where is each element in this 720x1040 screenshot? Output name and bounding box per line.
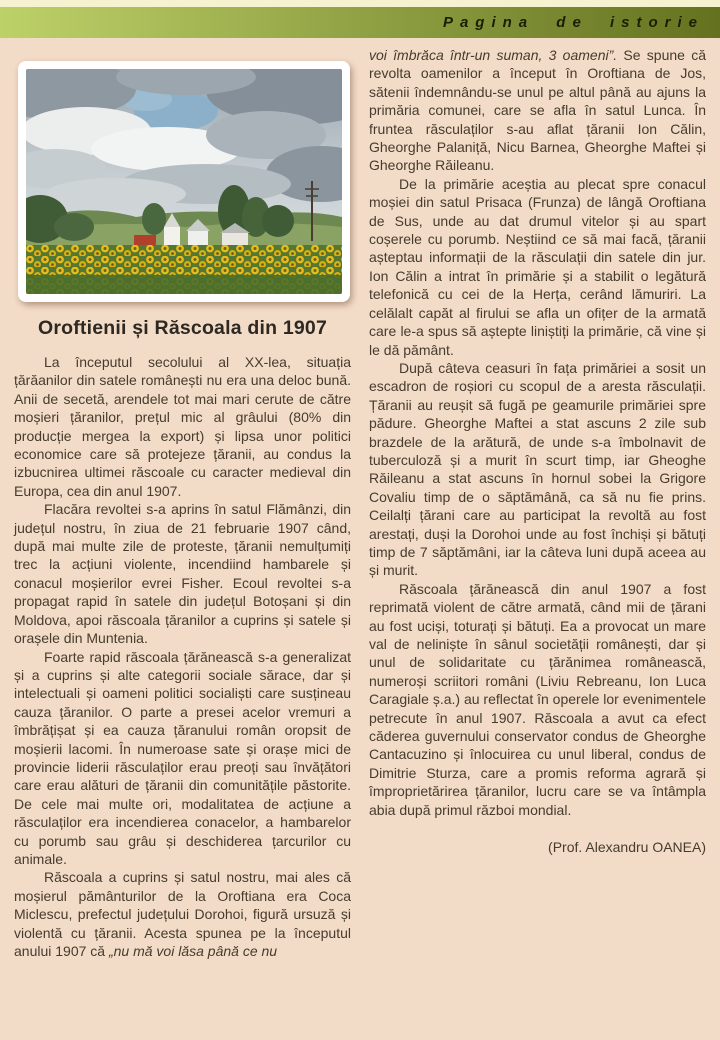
left-paragraph-3: Foarte rapid răscoala țărănească s-a generalizat și a cuprins și alte categorii sociale sărace, dar și intelectuali și oameni politici socialiști care susțineau cauza țăranilor. O parte a presei acelor vremuri a îmbrățișat și ea cauza țăranului român oropsit de moșierii lacomi. În numeroase sate și orașe mici de provincie liderii răsculaților erau preoți sau învățători care erau alături de țăranii din comunitățile păstorite. De cele mai multe ori, modalitatea de acțiune a răsculaților era incendierea conacelor, a hambarelor cu porumb sau grâu și deschiderea țarcurilor cu animale. [14,648,351,867]
left-paragraph-1: La începutul secolului al XX-lea, situația țărăanilor din satele românești nu era una deloc bună. Anii de secetă, arendele tot mai mari cerute de către moșieri țăranilor, prețul mic al grâului (80% din producție mergea la export) și lipsa unor politici economice care să protejeze țăranii, au condus la izbucnirea ultimei răscoale cu caracter medieval din Europa, cea din anul 1907. [14,354,351,499]
right-paragraph-1-quote: voi îmbrăca într-un suman, 3 oameni”. [369,47,618,63]
article-content [0,38,720,960]
right-paragraph-3: După câteva ceasuri în fața primăriei a sosit un escadron de roșiori cu scopul de a aresta răsculații. Țăranii au reușit să fugă pe geamurile primăriei spre pădure. Gheorghe Maftei a stat ascuns 2 zile sub brazdele de la arătură, de unde s-a îmbolnavit de tuberculoză și a murit în scurt timp, iar Gheoghe Răileanu a stat ascuns în hornul sobei la Grigore Covaliu timp de o săptămână, ca să nu fie prins. Ceilalți țărani care au participat la revoltă au fost arestați, duși la Dorohoi unde au fost închiși și bătuți timp de 7 săptămâni, iar la câteva luni după aceea au și murit. [369,359,706,579]
page-header-title: Pagina de istorie [442,14,704,31]
right-paragraph-2: De la primărie aceștia au plecat spre conacul moșiei din satul Prisaca (Frunza) de lângă Oroftiana de Sus, unde au dat drumul vitelor și au spart coșerele cu porumb. Neștiind ce să mai facă, țăranii așteptau informații de la răsculații din satele din jur. Ion Călin a intrat în primărie și a stabilit o legătură telefonică cu cei de la Herța, cerând lămuriri. La celălalt capăt al firului se afla un ofițer de la armată care le-a spus să aștepte liniștiți la primărie, că vine și le dă pământ. [369,175,706,358]
left-paragraph-4-text: Răscoala a cuprins și satul nostru, mai ales că moșierul pământurilor de la Oroftiana era Coca Miclescu, prefectul județului Dorohoi, figură ursuză și violentă cu țăranii. Acesta spunea pe la începutul anului 1907 că [14,869,351,959]
article-title: Oroftienii și Răscoala din 1907 [37,317,328,339]
right-paragraph-4: Răscoala țărănească din anul 1907 a fost reprimată violent de către armată, când mii de țărani au fost uciși, toturați și bătuți. Ea a provocat un mare val de neliniște în sânul societății românești, dar și unul de solidaritate cu țărănimea românească, numeroși scriitori români (Liviu Rebreanu, Ion Luca Caragiale ș.a.) au reflectat în operele lor evenimentele petrecute în anul 1907. Răscoala a avut ca efect căderea guvernului conservator condus de Gheorghe Cantacuzino și înlocuirea cu unul liberal, condus de Dimitrie Sturza, care a promis reforma agrară și împroprietărirea țăranilor, lucru care se va întâmpla abia după primul război mondial. [369,580,706,818]
header-bar [0,7,720,38]
right-column [369,46,706,960]
left-column [14,46,351,960]
author-signature: (Prof. Alexandru OANEA) [548,839,706,856]
sunflower-field-photo [18,61,350,302]
right-paragraph-1 [369,46,706,175]
left-paragraph-4 [14,868,351,960]
left-paragraph-2: Flacăra revoltei s-a aprins în satul Flămânzi, din județul nostru, în ziua de 21 februarie 1907 când, după mai multe zile de proteste, țăranii nemulțumiți trec la acțiuni violente, incendiind hambarele și conacul moșierilor evrei Fisher. Ecoul revoltei s-a propagat rapid în satele din județul Botoșani și din Moldova, apoi răscoala țăranilor a cuprins și satele și orașele din Muntenia. [14,501,351,647]
left-paragraph-4-quote: „nu mă voi lăsa până ce nu [108,943,278,959]
photo-illustration [26,69,342,294]
top-strip [0,0,720,7]
right-paragraph-1-text: Se spune că revolta oamenilor a început în Oroftiana de Jos, sătenii îndemnându-se unul pe altul până au ajuns la primăria comunei, care se afla în satul Lunca. În fruntea răsculaților s-au aflat țăranii Ion Călin, Gheorghe Palaniță, Nicu Barnea, Gheorghe Maftei și Gheorghe Răileanu. [369,47,706,174]
